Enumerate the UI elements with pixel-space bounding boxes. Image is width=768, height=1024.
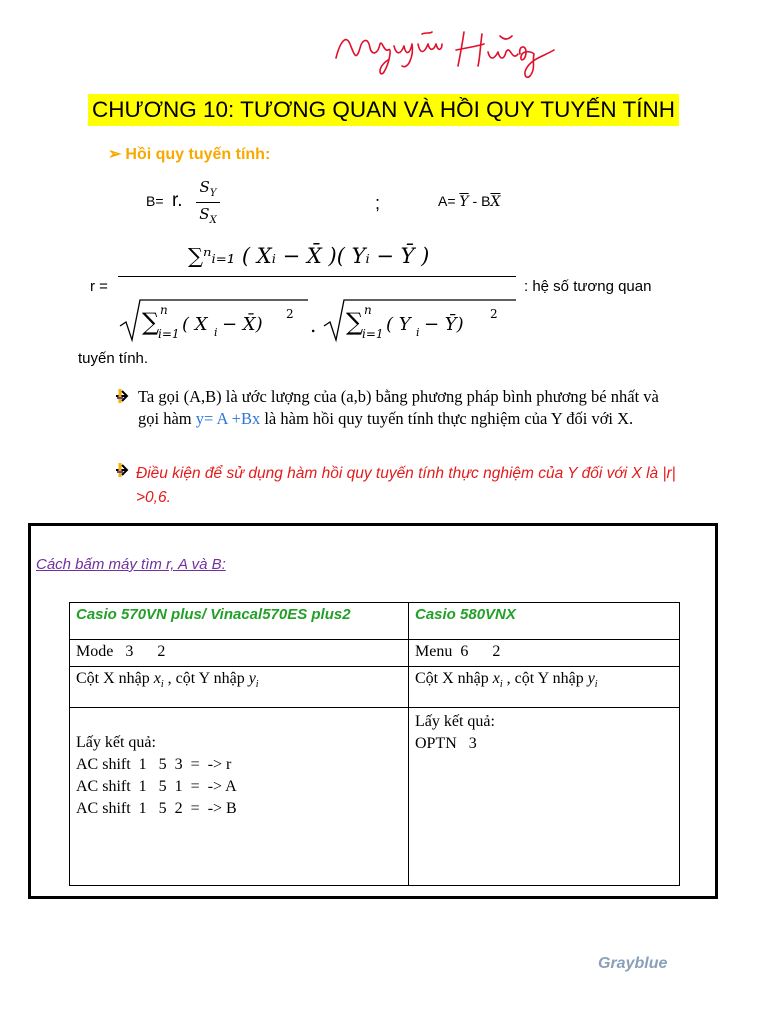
formula-a-label: A=	[438, 193, 456, 209]
x-sub: i	[160, 679, 164, 691]
paragraph-condition: Điều kiện để sử dụng hàm hồi quy tuyến tính thực nghiệm của Y đối với X là |r| >0,6.	[136, 465, 676, 506]
header-casio-570vn: Casio 570VN plus/ Vinacal570ES plus2	[70, 603, 409, 640]
cell-results-right	[409, 708, 680, 886]
p1-before: Ta gọi (A,B) là ước lượng của (a,b) bằng phương pháp bình phương bé nhất và gọi hàm	[138, 387, 659, 428]
formula-b-label: B=	[146, 193, 164, 209]
denom-right-body: ( Y	[386, 314, 411, 335]
cell-columns-right	[409, 667, 680, 708]
denom-left-body: ( X	[182, 314, 208, 335]
table-row	[70, 640, 680, 667]
p1-regression-eq: y= A +Bx	[195, 409, 261, 428]
denom-right-minus: − Ȳ)	[424, 314, 464, 335]
x-var: x	[153, 670, 161, 687]
frac-den: S	[199, 205, 210, 223]
cell-results-left	[70, 708, 409, 886]
chapter-title: CHƯƠNG 10: TƯƠNG QUAN VÀ HỒI QUY TUYẾN TÍNH	[88, 94, 679, 126]
formula-r-label: r =	[90, 278, 108, 295]
semicolon: ;	[375, 193, 381, 213]
bullet-arrow-icon	[114, 387, 132, 405]
paragraph-estimation	[138, 386, 683, 430]
y-var: y	[587, 670, 595, 687]
frac-den-sub: X	[209, 215, 217, 226]
handwritten-signature	[332, 22, 560, 82]
cell-columns-left	[70, 667, 409, 708]
header-casio-580vnx: Casio 580VNX	[409, 603, 680, 640]
denom-left-minus: − X̄)	[222, 314, 263, 335]
arrow-icon: ➢	[108, 146, 122, 163]
correlation-note: : hệ số tương quan	[524, 278, 652, 295]
footer-watermark: Grayblue	[598, 955, 668, 972]
p1-after: là hàm hồi quy tuyến tính thực nghiệm của Y đối với X.	[260, 409, 634, 428]
denom-right-sum: ∑	[346, 308, 364, 336]
y-sub: i	[255, 679, 259, 691]
denom-left-sum: ∑	[142, 308, 160, 336]
frac-num-sub: Y	[209, 188, 217, 199]
y-var: y	[248, 670, 256, 687]
cell-menu: Menu 6 2	[409, 640, 680, 667]
section-heading-text: Hồi quy tuyến tính:	[125, 146, 271, 163]
correlation-note-cont: tuyến tính.	[78, 350, 149, 367]
frac-num: S	[199, 178, 210, 196]
denom-right-sub: i=1	[362, 327, 384, 341]
y-bar: $\overline{Y}$	[459, 194, 469, 210]
table-row	[70, 708, 680, 886]
table-row	[70, 667, 680, 708]
cell-columns-left-b: , cột Y nhập	[163, 670, 249, 687]
result-label: Lấy kết quả:	[76, 734, 156, 751]
y-sub: i	[594, 679, 598, 691]
denom-right-i: i	[416, 326, 420, 339]
cell-columns-left-a: Cột X nhập	[76, 670, 154, 687]
denom-left-pow: 2	[286, 307, 294, 321]
formula-a-minus: - B	[468, 193, 491, 209]
denom-dot: .	[310, 313, 317, 337]
formula-a	[438, 193, 500, 210]
cell-columns-right-a: Cột X nhập	[415, 670, 493, 687]
calculator-table	[69, 602, 680, 886]
cell-columns-right-b: , cột Y nhập	[502, 670, 588, 687]
bullet-arrow-icon	[114, 461, 132, 479]
denom-left-i: i	[214, 326, 218, 339]
x-var: x	[492, 670, 500, 687]
table-header-row	[70, 603, 680, 640]
formula-r-fraction-line	[118, 276, 516, 277]
formula-r-numerator: ∑ⁿᵢ₌₁ ( Xᵢ − X̄ )( Yᵢ − Ȳ )	[188, 244, 430, 268]
result-line-optn: OPTN 3	[415, 735, 477, 752]
denom-right-pow: 2	[490, 307, 498, 321]
formula-b-r: r.	[172, 190, 183, 211]
x-sub: i	[499, 679, 503, 691]
result-line-r: AC shift 1 5 3 = -> r	[76, 756, 232, 773]
denom-left-sup: n	[160, 303, 168, 317]
calculator-howto-heading: Cách bấm máy tìm r, A và B:	[36, 556, 226, 573]
result-label: Lấy kết quả:	[415, 713, 495, 730]
x-bar: $\overline{X}$	[490, 194, 501, 210]
result-line-a: AC shift 1 5 1 = -> A	[76, 778, 237, 795]
section-heading	[108, 144, 270, 164]
formula-b-fraction	[196, 178, 220, 226]
denom-right-sup: n	[364, 303, 372, 317]
cell-mode: Mode 3 2	[70, 640, 409, 667]
formula-r-denominator	[118, 296, 518, 344]
denom-left-sub: i=1	[158, 327, 180, 341]
result-line-b: AC shift 1 5 2 = -> B	[76, 800, 237, 817]
